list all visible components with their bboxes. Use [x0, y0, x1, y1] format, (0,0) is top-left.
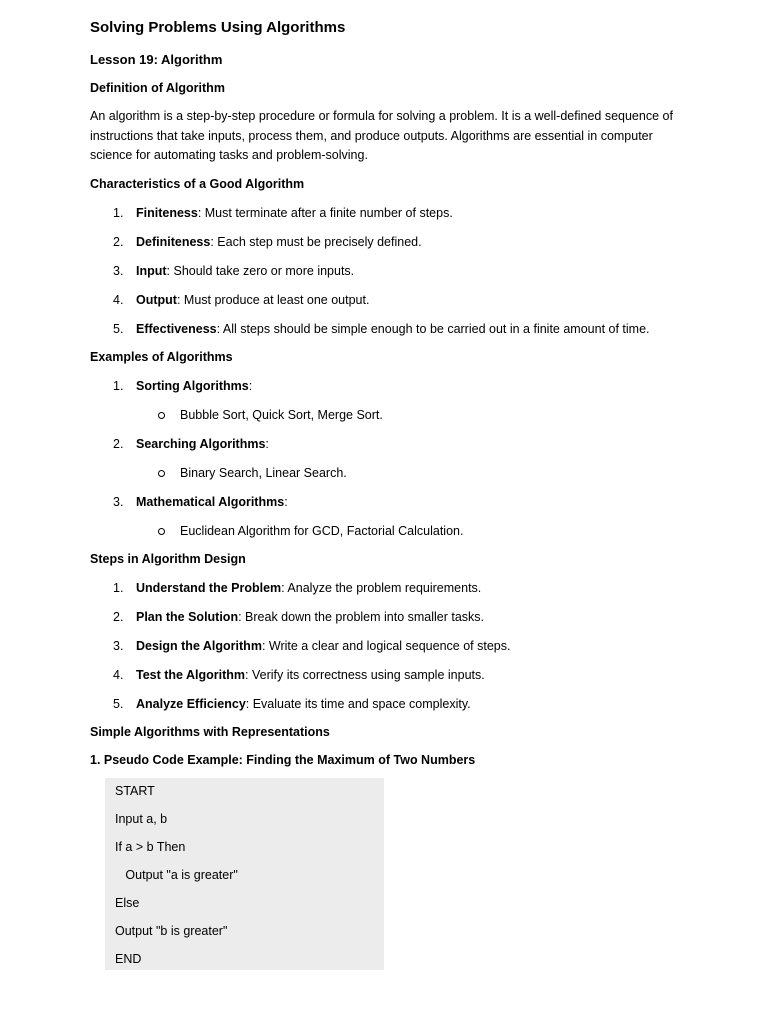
list-text: : Must terminate after a finite number of steps. [197, 205, 453, 220]
list-number: 3. [113, 638, 124, 653]
list-item [90, 233, 690, 252]
list-number: 3. [113, 263, 124, 278]
code-line: Output "b is greater" [115, 923, 228, 938]
circle-bullet-icon [158, 412, 165, 419]
list-number: 4. [113, 667, 124, 682]
sublist-item [135, 406, 690, 425]
list-number: 3. [113, 494, 124, 509]
list-text: : [284, 494, 288, 509]
list-number: 2. [113, 436, 124, 451]
searching-sublist [90, 464, 690, 483]
list-term: Mathematical Algorithms [136, 494, 285, 509]
sublist-text: Euclidean Algorithm for GCD, Factorial Calculation. [180, 523, 464, 538]
list-item [90, 579, 690, 598]
code-line: Else [115, 895, 140, 910]
list-number: 1. [113, 378, 124, 393]
list-text: : Evaluate its time and space complexity. [245, 696, 471, 711]
code-line: If a > b Then [115, 839, 186, 854]
list-text: : Write a clear and logical sequence of steps. [261, 638, 511, 653]
list-item [90, 695, 690, 714]
code-line: END [115, 951, 142, 966]
list-term: Test the Algorithm [136, 667, 246, 682]
document-content [90, 17, 690, 970]
list-text: : All steps should be simple enough to be carried out in a finite amount of time. [216, 321, 650, 336]
list-number: 2. [113, 234, 124, 249]
list-term: Analyze Efficiency [136, 696, 246, 711]
list-number: 5. [113, 696, 124, 711]
list-text: : Each step must be precisely defined. [210, 234, 422, 249]
sorting-sublist [90, 406, 690, 425]
characteristics-list [90, 204, 690, 339]
list-number: 1. [113, 205, 124, 220]
list-item [90, 377, 690, 396]
list-number: 2. [113, 609, 124, 624]
circle-bullet-icon [158, 470, 165, 477]
list-item [90, 493, 690, 512]
list-item [90, 204, 690, 223]
list-item [90, 291, 690, 310]
list-number: 4. [113, 292, 124, 307]
list-item [90, 637, 690, 656]
list-text: : Should take zero or more inputs. [166, 263, 355, 278]
document-title: Solving Problems Using Algorithms [90, 19, 346, 36]
list-number: 5. [113, 321, 124, 336]
list-term: Output [136, 292, 177, 307]
list-text: : [248, 378, 253, 393]
steps-list [90, 579, 690, 714]
list-term: Input [136, 263, 167, 278]
sublist-text: Binary Search, Linear Search. [180, 465, 347, 480]
list-text: : Break down the problem into smaller tasks. [238, 609, 485, 624]
list-term: Searching Algorithms [136, 436, 266, 451]
lesson-heading: Lesson 19: Algorithm [90, 52, 223, 67]
characteristics-heading: Characteristics of a Good Algorithm [90, 176, 305, 191]
list-text: : Verify its correctness using sample inputs. [245, 667, 485, 682]
list-term: Definiteness [136, 234, 211, 249]
list-text: : [265, 436, 269, 451]
definition-paragraph: An algorithm is a step-by-step procedure or formula for solving a problem. It is a well-defined sequence of instructions that take inputs, process them, and produce outputs. Algorithms are essential in computer science for automating tasks and problem-solving. [90, 109, 673, 162]
pseudo-code-block [105, 778, 384, 970]
examples-heading: Examples of Algorithms [90, 349, 233, 364]
list-item [90, 666, 690, 685]
list-term: Finiteness [136, 205, 198, 220]
code-line: Input a, b [115, 811, 168, 826]
sublist-text: Bubble Sort, Quick Sort, Merge Sort. [180, 407, 383, 422]
list-item [90, 262, 690, 281]
sublist-item [135, 522, 690, 541]
list-term: Design the Algorithm [136, 638, 262, 653]
list-item [90, 435, 690, 454]
list-term: Plan the Solution [136, 609, 239, 624]
mathematical-sublist [90, 522, 690, 541]
list-number: 1. [113, 580, 124, 595]
definition-heading: Definition of Algorithm [90, 81, 225, 95]
pseudo-code-heading: 1. Pseudo Code Example: Finding the Maximum of Two Numbers [90, 752, 476, 767]
code-line: Output "a is greater" [115, 867, 238, 882]
list-item [90, 320, 690, 339]
examples-list-3 [90, 493, 690, 512]
examples-list [90, 377, 690, 396]
list-text: : Analyze the problem requirements. [281, 580, 482, 595]
circle-bullet-icon [158, 528, 165, 535]
sublist-item [135, 464, 690, 483]
list-term: Understand the Problem [136, 580, 282, 595]
examples-list-2 [90, 435, 690, 454]
list-term: Sorting Algorithms [136, 378, 249, 393]
list-term: Effectiveness [136, 321, 217, 336]
list-item [90, 608, 690, 627]
steps-heading: Steps in Algorithm Design [90, 551, 246, 566]
code-line: START [115, 783, 155, 798]
list-text: : Must produce at least one output. [176, 292, 370, 307]
simple-algorithms-heading: Simple Algorithms with Representations [90, 724, 330, 739]
